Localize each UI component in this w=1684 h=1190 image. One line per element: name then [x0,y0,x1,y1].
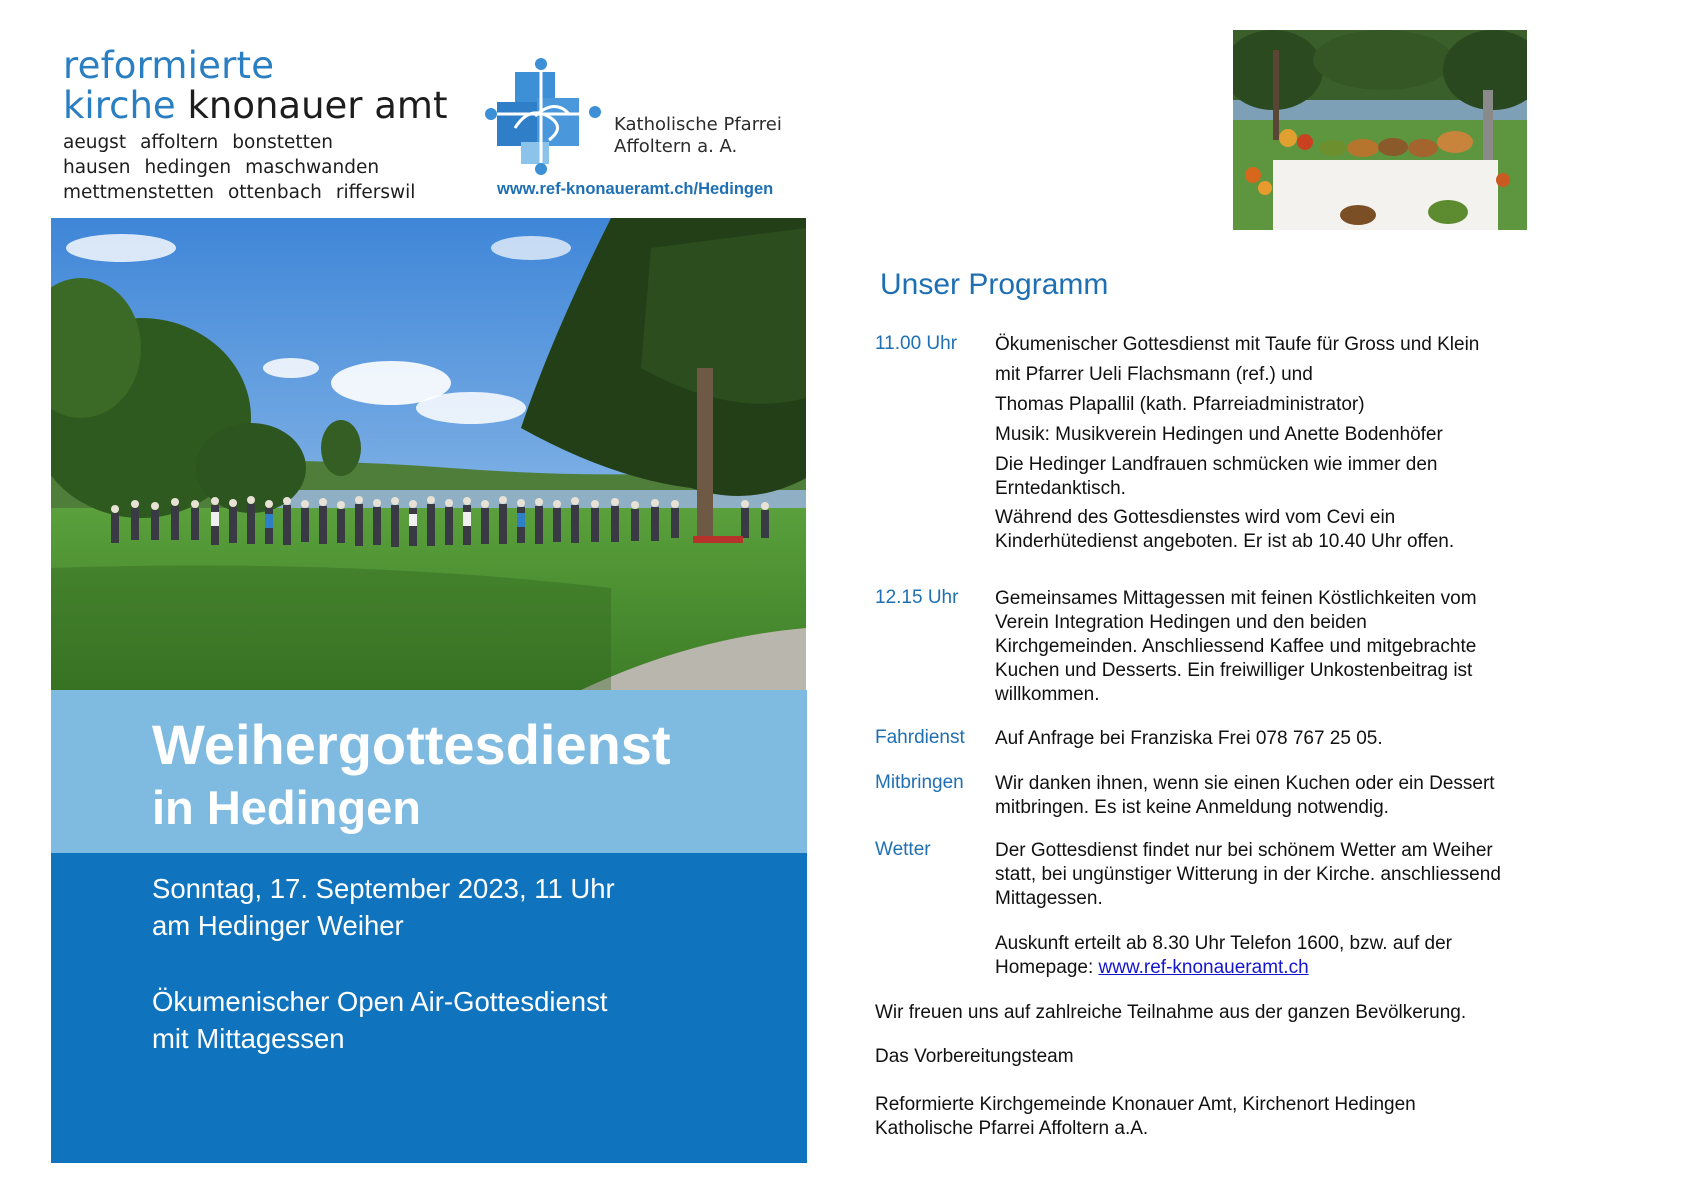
info-homepage-prefix: Homepage: [995,957,1099,978]
program-item-label: 12.15 Uhr [875,587,959,608]
organizer-line-2: Katholische Pfarrei Affoltern a.A. [875,1118,1149,1139]
program-item-text: statt, bei ungünstiger Witterung in der Kirche. anschliessend [995,864,1501,885]
program-item-text: Kuchen und Desserts. Ein freiwilliger Unkostenbeitrag ist [995,660,1473,681]
program-item-text: Mittagessen. [995,888,1103,909]
ref-logo-kirche: kirche [63,84,176,127]
pond-service-photo [51,218,806,690]
program-item-label: Wetter [875,839,931,860]
places-row-3 [63,180,448,205]
organizer-line-1: Reformierte Kirchgemeinde Knonauer Amt, Kirchenort Hedingen [875,1094,1416,1115]
place-name: hedingen [144,157,232,178]
program-item-text: mit Pfarrer Ueli Flachsmann (ref.) und [995,364,1313,385]
place-name: ottenbach [227,182,322,203]
info-text: Auskunft erteilt ab 8.30 Uhr Telefon 1600, bzw. auf der [995,933,1452,954]
event-subtitle: in Hedingen [152,781,421,834]
event-date: Sonntag, 17. September 2023, 11 Uhr [152,873,615,904]
ref-logo-places [63,130,448,205]
event-info-band [51,853,807,1163]
place-name: mettmenstetten [63,182,214,203]
title-band [51,690,807,853]
reformierte-kirche-logo [63,46,448,205]
ref-logo-knonauer-amt: knonauer amt [187,84,448,127]
ref-logo-line1: reformierte [63,44,275,87]
place-name: hausen [63,157,131,178]
program-item-text: Musik: Musikverein Hedingen und Anette Bodenhöfer [995,424,1443,445]
kath-logo-text [614,114,782,158]
kath-logo-mark-icon [485,58,610,176]
event-type-line1: Ökumenischer Open Air-Gottesdienst [152,986,608,1017]
program-item-text: Der Gottesdienst findet nur bei schönem Wetter am Weiher [995,840,1493,861]
event-title: Weihergottesdienst [152,713,671,776]
place-name: maschwanden [245,157,380,178]
katholische-pfarrei-logo [485,58,805,176]
program-item-label: 11.00 Uhr [875,333,958,354]
program-item-text: Gemeinsames Mittagessen mit feinen Köstlichkeiten vom [995,588,1477,609]
program-item-text: Thomas Plapallil (kath. Pfarreiadministrator) [995,394,1365,415]
program-item-label: Mitbringen [875,772,964,793]
program-item-text: Wir danken ihnen, wenn sie einen Kuchen oder ein Dessert [995,773,1495,794]
ref-logo-line2 [63,86,448,126]
program-item-text: Die Hedinger Landfrauen schmücken wie immer den [995,454,1438,475]
program-item-text: Kirchgemeinden. Anschliessend Kaffee und mitgebrachte [995,636,1477,657]
program-item-text: Verein Integration Hedingen und den beiden [995,612,1367,633]
kath-logo-line2: Affoltern a. A. [614,136,738,157]
program-item-text: Während des Gottesdienstes wird vom Cevi ein [995,507,1396,528]
kath-logo-line1: Katholische Pfarrei [614,114,782,135]
homepage-link[interactable]: www.ref-knonaueramt.ch [1098,957,1309,978]
harvest-table-photo [1233,30,1527,230]
event-type-line2: mit Mittagessen [152,1023,345,1054]
info-homepage-line [995,956,1309,981]
program-item-text: Kinderhütedienst angeboten. Er ist ab 10.40 Uhr offen. [995,531,1455,552]
places-row-2 [63,155,448,180]
place-name: bonstetten [232,132,333,153]
place-name: aeugst [63,132,127,153]
event-place: am Hedinger Weiher [152,910,404,941]
program-title: Unser Programm [880,268,1109,301]
program-item-text: willkommen. [995,684,1100,705]
program-item-text: Ökumenischer Gottesdienst mit Taufe für Gross und Klein [995,334,1480,355]
place-name: rifferswil [335,182,416,203]
header-website-link[interactable]: www.ref-knonaueramt.ch/Hedingen [497,180,774,198]
team-text: Das Vorbereitungsteam [875,1046,1074,1067]
program-item-label: Fahrdienst [875,727,965,748]
program-item-text: Auf Anfrage bei Franziska Frei 078 767 25 05. [995,728,1383,749]
place-name: affoltern [140,132,219,153]
program-item-text: mitbringen. Es ist keine Anmeldung notwendig. [995,797,1389,818]
welcome-text: Wir freuen uns auf zahlreiche Teilnahme aus der ganzen Bevölkerung. [875,1002,1467,1023]
places-row-1 [63,130,448,155]
program-item-text: Erntedanktisch. [995,478,1126,499]
